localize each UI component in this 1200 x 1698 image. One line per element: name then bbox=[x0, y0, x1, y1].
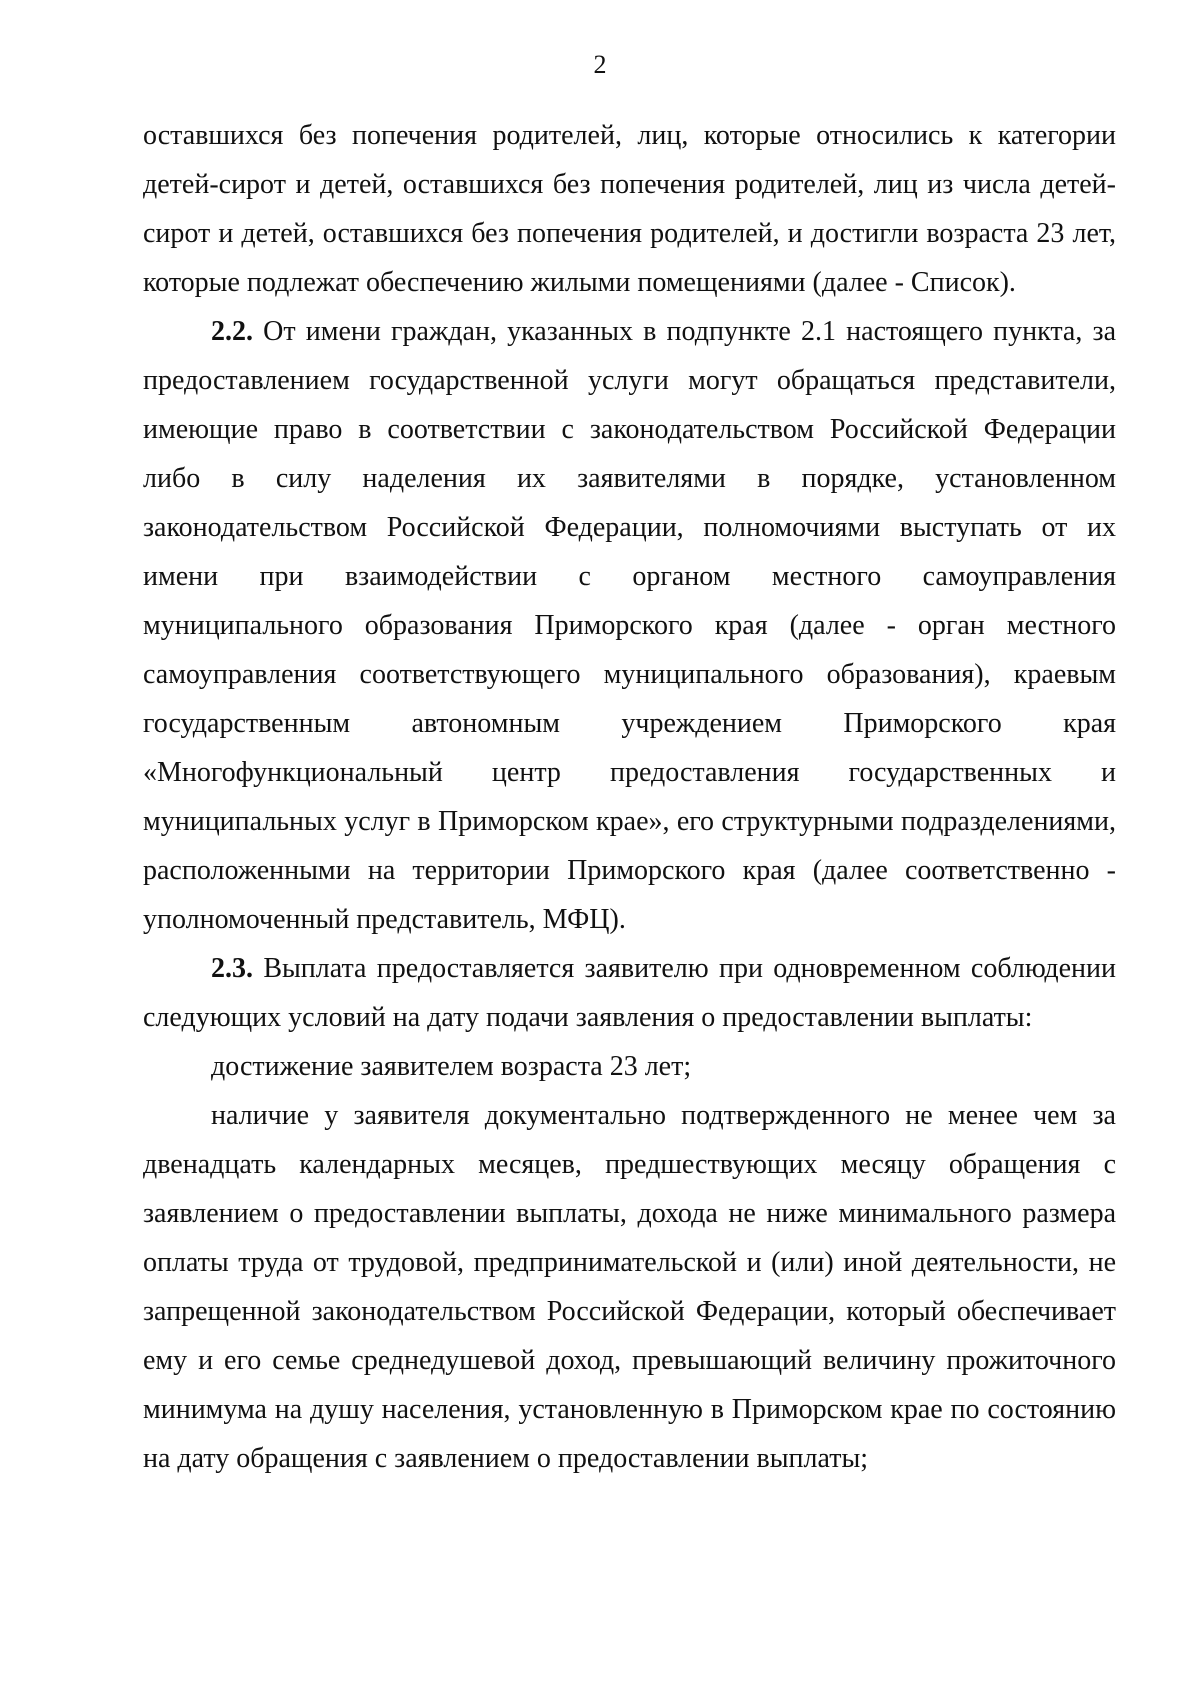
page-number: 2 bbox=[593, 50, 607, 79]
paragraph-text: оставшихся без попечения родителей, лиц, которые относились к категории детей-сирот и детей, оставшихся без попечения родителей, лиц из числа детей-сирот и детей, оставшихся без попечения родителей, и достигли возраста 23 лет, которые подлежат обеспечению жилыми помещениями (далее - Список). bbox=[143, 120, 1116, 298]
paragraph-text: Выплата предоставляется заявителю при одновременном соблюдении следующих условий на дату подачи заявления о предоставлении выплаты: bbox=[143, 953, 1116, 1033]
clause-number: 2.3. bbox=[211, 953, 253, 984]
paragraph-text: наличие у заявителя документально подтвержденного не менее чем за двенадцать календарных месяцев, предшествующих месяцу обращения с заявлением о предоставлении выплаты, дохода не ниже минимального размера оплаты труда от трудовой, предпринимательской и (или) иной деятельности, не запрещенной законодательством Российской Федерации, который обеспечивает ему и его семье среднедушевой доход, превышающий величину прожиточного минимума на душу населения, установленную в Приморском крае по состоянию на дату обращения с заявлением о предоставлении выплаты; bbox=[143, 1100, 1116, 1474]
document-body bbox=[143, 111, 1116, 1483]
paragraph-age-condition bbox=[143, 1042, 1116, 1091]
paragraph-income-condition bbox=[143, 1091, 1116, 1483]
paragraph-2-2 bbox=[143, 307, 1116, 944]
paragraph-text: От имени граждан, указанных в подпункте 2.1 настоящего пункта, за предоставлением государственной услуги могут обращаться представители, имеющие право в соответствии с законодательством Российской Федерации либо в силу наделения их заявителями в порядке, установленном законодательством Российской Федерации, полномочиями выступать от их имени при взаимодействии с органом местного самоуправления муниципального образования Приморского края (далее - орган местного самоуправления соответствующего муниципального образования), краевым государственным автономным учреждением Приморского края «Многофункциональный центр предоставления государственных и муниципальных услуг в Приморском крае», его структурными подразделениями, расположенными на территории Приморского края (далее соответственно - уполномоченный представитель, МФЦ). bbox=[143, 316, 1117, 935]
paragraph-continuation bbox=[143, 111, 1116, 307]
paragraph-text: достижение заявителем возраста 23 лет; bbox=[211, 1051, 692, 1082]
clause-number: 2.2. bbox=[211, 316, 253, 347]
paragraph-2-3 bbox=[143, 944, 1116, 1042]
